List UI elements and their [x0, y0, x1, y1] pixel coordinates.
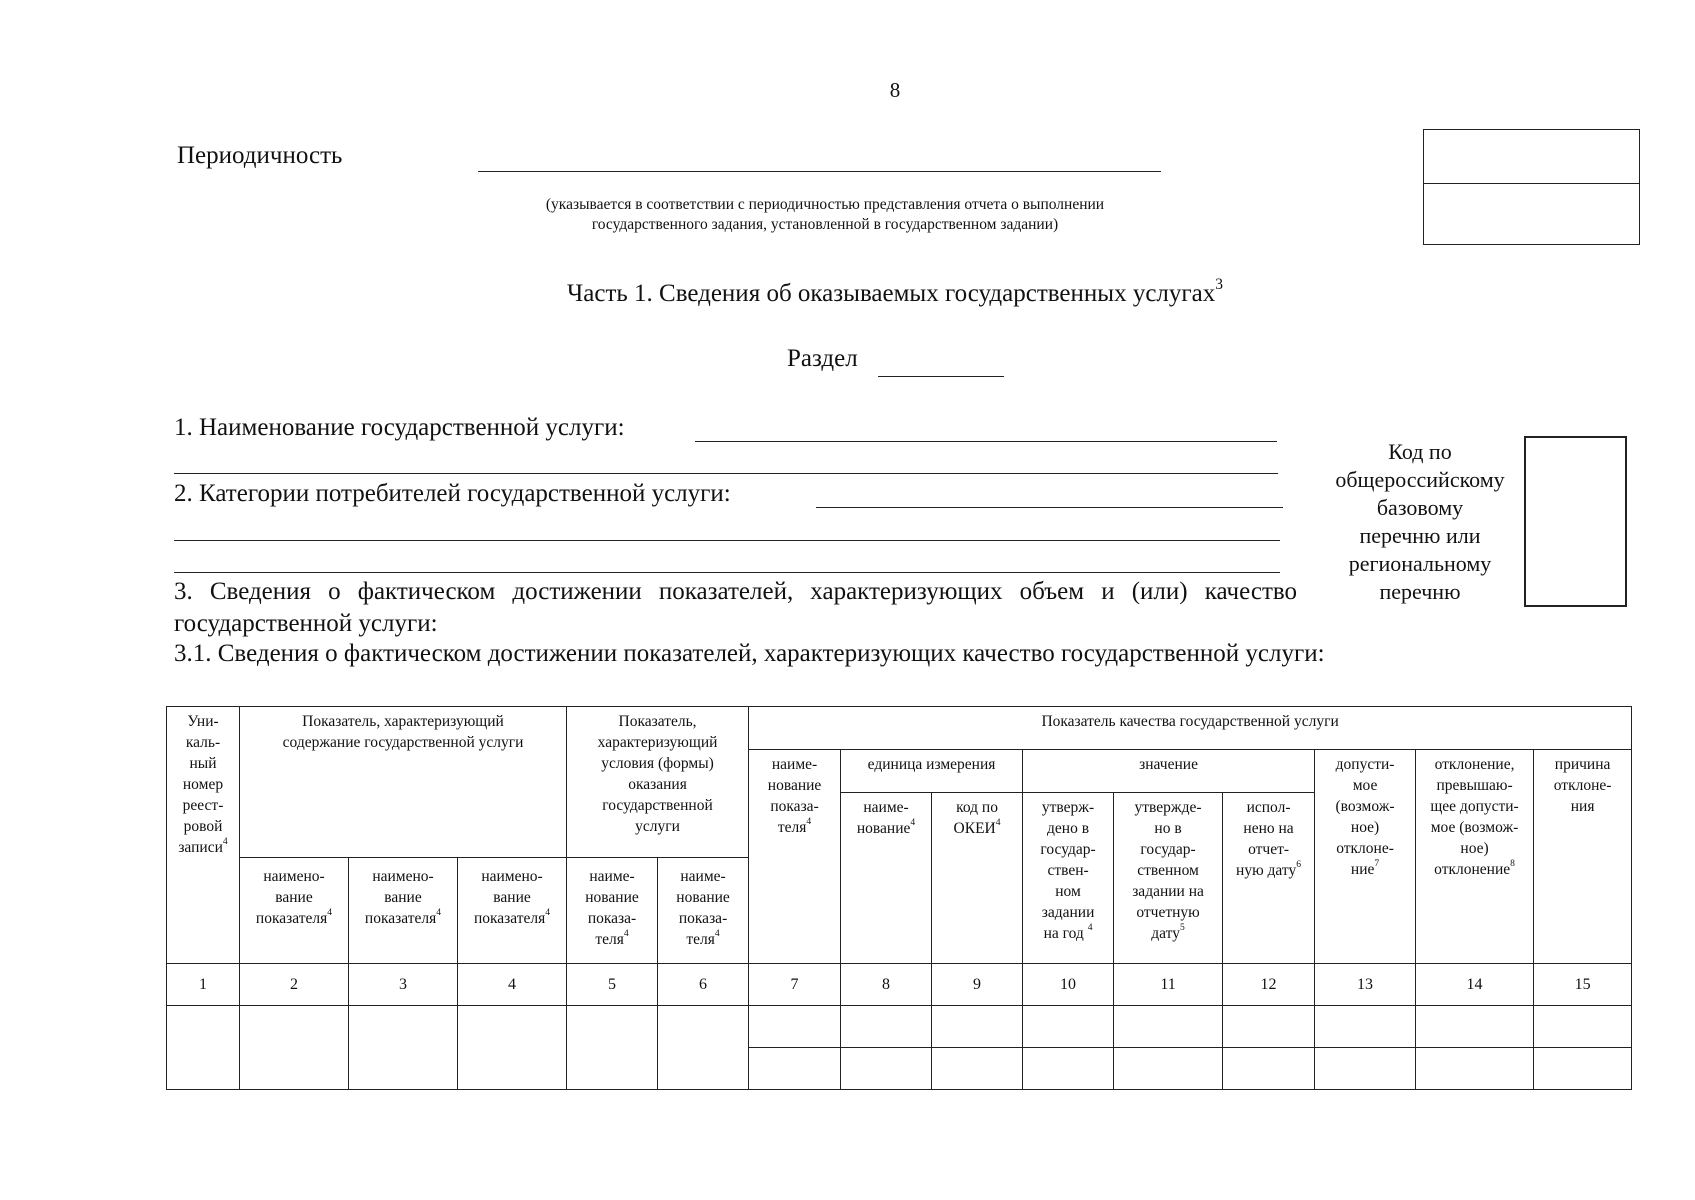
code-label: Код по общероссийскому базовому перечню или региональному перечню — [1335, 439, 1505, 604]
col-8-unit-name-header: наиме- нование$^4$ — [841, 793, 932, 964]
column-number: 1 — [167, 964, 240, 1006]
table-cell[interactable] — [1416, 1006, 1534, 1048]
column-number: 6 — [658, 964, 749, 1006]
page-number: 8 — [889, 78, 901, 102]
column-number: 12 — [1223, 964, 1315, 1006]
consumer-categories-line-2[interactable] — [174, 540, 1280, 541]
quality-indicator-group-header: Показатель качества государственной услуги — [749, 707, 1632, 750]
table-cell[interactable] — [1223, 1006, 1315, 1048]
service-name-field-line[interactable] — [695, 441, 1277, 442]
table-cell[interactable] — [841, 1048, 932, 1090]
service-name-continuation-line[interactable] — [174, 473, 1278, 474]
quality-indicators-table — [166, 706, 1632, 1090]
col-3-indicator-name-header: наимено- вание показателя$^4$ — [349, 858, 458, 964]
table-cell[interactable] — [932, 1048, 1023, 1090]
column-number: 7 — [749, 964, 841, 1006]
registry-code-box[interactable] — [1524, 436, 1627, 607]
col-2-indicator-name-header: наимено- вание показателя$^4$ — [240, 858, 349, 964]
table-cell[interactable] — [1534, 1006, 1632, 1048]
table-cell[interactable] — [1534, 1048, 1632, 1090]
table-cell[interactable] — [841, 1006, 932, 1048]
column-number: 8 — [841, 964, 932, 1006]
periodicity-hint: (указывается в соответствии с периодичностью представления отчета о выполнении государственного задания, установленной в государственном задании) — [545, 196, 1105, 233]
part-title-footnote: 3 — [1215, 276, 1223, 294]
table-cell[interactable] — [749, 1048, 841, 1090]
table-cell[interactable] — [567, 1006, 658, 1090]
column-number: 3 — [349, 964, 458, 1006]
table-cell[interactable] — [1315, 1048, 1416, 1090]
periodicity-label: Периодичность — [177, 142, 343, 169]
table-cell[interactable] — [1114, 1006, 1223, 1048]
consumer-categories-field-line[interactable] — [816, 507, 1283, 508]
column-number: 2 — [240, 964, 349, 1006]
item-3-heading: 3. Сведения о фактическом достижении показателей, характеризующих объем и (или) качество государственной услуги: — [174, 578, 1297, 637]
col-13-allowed-deviation-header: допусти- мое (возмож- ное) отклоне- ние$^7$ — [1315, 750, 1416, 964]
value-group-header: значение — [1023, 750, 1315, 793]
col-12-actual-header: испол- нено на отчет- ную дату$^6$ — [1223, 793, 1315, 964]
periodicity-code-box-divider — [1424, 183, 1639, 184]
table-cell[interactable] — [1023, 1048, 1114, 1090]
unit-group-header: единица измерения — [841, 750, 1023, 793]
column-number: 14 — [1416, 964, 1534, 1006]
table-cell[interactable] — [240, 1006, 349, 1090]
column-numbers-row — [167, 964, 1632, 1006]
column-number: 11 — [1114, 964, 1223, 1006]
section-label: Раздел — [787, 345, 858, 372]
table-cell[interactable] — [1114, 1048, 1223, 1090]
col-4-indicator-name-header: наимено- вание показателя$^4$ — [458, 858, 567, 964]
table-cell[interactable] — [1023, 1006, 1114, 1048]
column-number: 13 — [1315, 964, 1416, 1006]
table-row — [167, 1006, 1632, 1048]
content-indicator-group-header: Показатель, характеризующий содержание государственной услуги — [240, 707, 567, 858]
col-11-approved-report-date-header: утвержде- но в государ- ственном задании на отчетную дату$^5$ — [1114, 793, 1223, 964]
consumer-categories-line-3[interactable] — [174, 572, 1280, 573]
table-cell[interactable] — [167, 1006, 240, 1090]
table-cell[interactable] — [1416, 1048, 1534, 1090]
table-cell[interactable] — [349, 1006, 458, 1090]
table-cell[interactable] — [749, 1006, 841, 1048]
table-cell[interactable] — [1315, 1006, 1416, 1048]
col-9-okei-code-header: код по ОКЕИ$^4$ — [932, 793, 1023, 964]
column-number: 5 — [567, 964, 658, 1006]
service-name-label: 1. Наименование государственной услуги: — [174, 414, 625, 441]
col-registry-number-header: Уни- каль- ный номер реест- ровой записи$^4$ — [167, 707, 240, 964]
column-number: 4 — [458, 964, 567, 1006]
table-cell[interactable] — [458, 1006, 567, 1090]
part-title: Часть 1. Сведения об оказываемых государственных услугах$^3$ — [567, 276, 1223, 307]
consumer-categories-label: 2. Категории потребителей государственной услуги: — [174, 480, 731, 507]
table-cell[interactable] — [658, 1006, 749, 1090]
section-field-line[interactable] — [878, 376, 1004, 377]
column-number: 15 — [1534, 964, 1632, 1006]
col-10-approved-year-header: утверж- дено в государ- ствен- ном задании на год $^4$ — [1023, 793, 1114, 964]
col-15-deviation-reason-header: причина отклоне- ния — [1534, 750, 1632, 964]
column-number: 10 — [1023, 964, 1114, 1006]
table-cell[interactable] — [932, 1006, 1023, 1048]
table-cell[interactable] — [1223, 1048, 1315, 1090]
col-6-indicator-name-header: наиме- нование показа- теля$^4$ — [658, 858, 749, 964]
col-14-exceeding-deviation-header: отклонение, превышаю- щее допусти- мое (возмож- ное) отклонение$^8$ — [1416, 750, 1534, 964]
item-3-1-heading: 3.1. Сведения о фактическом достижении показателей, характеризующих качество государственной услуги: — [174, 640, 1325, 667]
col-7-indicator-name-header: наиме- нование показа- теля$^4$ — [749, 750, 841, 964]
column-number: 9 — [932, 964, 1023, 1006]
periodicity-field-line[interactable] — [478, 171, 1161, 172]
conditions-indicator-group-header: Показатель, характеризующий условия (формы) оказания государственной услуги — [567, 707, 749, 858]
col-5-indicator-name-header: наиме- нование показа- теля$^4$ — [567, 858, 658, 964]
periodicity-code-box[interactable] — [1423, 129, 1640, 245]
